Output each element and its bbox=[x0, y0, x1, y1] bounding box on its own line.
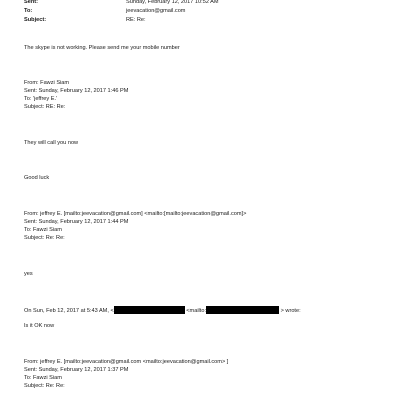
from-line: From: Fawzi Siam bbox=[24, 80, 70, 86]
message-body-4: Is it OK now bbox=[24, 323, 55, 329]
subject-line: Subject: RE: Re: bbox=[24, 104, 66, 110]
sent-line: Sent: Sunday, February 12, 2017 1:37 PM bbox=[24, 367, 129, 373]
sent-line: Sent: Sunday, February 12, 2017 1:46 PM bbox=[24, 88, 129, 94]
subject-line: Subject: Re: Re: bbox=[24, 235, 65, 241]
to-line: To: Fawzi Siam bbox=[24, 375, 62, 381]
sent-label: Sent: bbox=[24, 0, 38, 5]
quote-prefix: On Sun, Feb 12, 2017 at 5:43 AM, < bbox=[24, 308, 114, 314]
message-body-3: yes bbox=[24, 271, 33, 277]
message-body-1: The skype is not working. Please send me your mobile number bbox=[24, 45, 180, 51]
redaction-box bbox=[114, 306, 185, 314]
sent-line: Sent: Sunday, February 12, 2017 1:44 PM bbox=[24, 219, 129, 225]
redaction-box bbox=[206, 306, 279, 314]
to-label: To: bbox=[24, 8, 33, 14]
message-body-2a: They will call you now bbox=[24, 140, 79, 146]
message-body-2b: Good luck bbox=[24, 175, 50, 181]
subject-value: RE: Re: bbox=[126, 17, 146, 23]
from-line: From: jeffrey E. [mailto:jeevacation@gmail.com] <mailto:[mailto:jeevacation@gmail.com]> bbox=[24, 211, 247, 217]
quote-middle: <mailto: bbox=[186, 308, 207, 314]
sent-value: Sunday, February 12, 2017 10:52 AM bbox=[126, 0, 219, 5]
subject-line: Subject: Re: Re: bbox=[24, 383, 65, 389]
quote-line bbox=[24, 306, 301, 315]
quote-suffix: > wrote: bbox=[280, 308, 301, 314]
to-line: To: Fawzi Siam bbox=[24, 227, 62, 233]
to-value: jeevacation@gmail.com bbox=[126, 8, 186, 14]
from-line: From: jeffrey E. [mailto:jeevacation@gmail.com <mailto:jeevacation@gmail.com> ] bbox=[24, 359, 229, 365]
subject-label: Subject: bbox=[24, 17, 47, 23]
to-line: To: 'jeffrey E.' bbox=[24, 96, 58, 102]
